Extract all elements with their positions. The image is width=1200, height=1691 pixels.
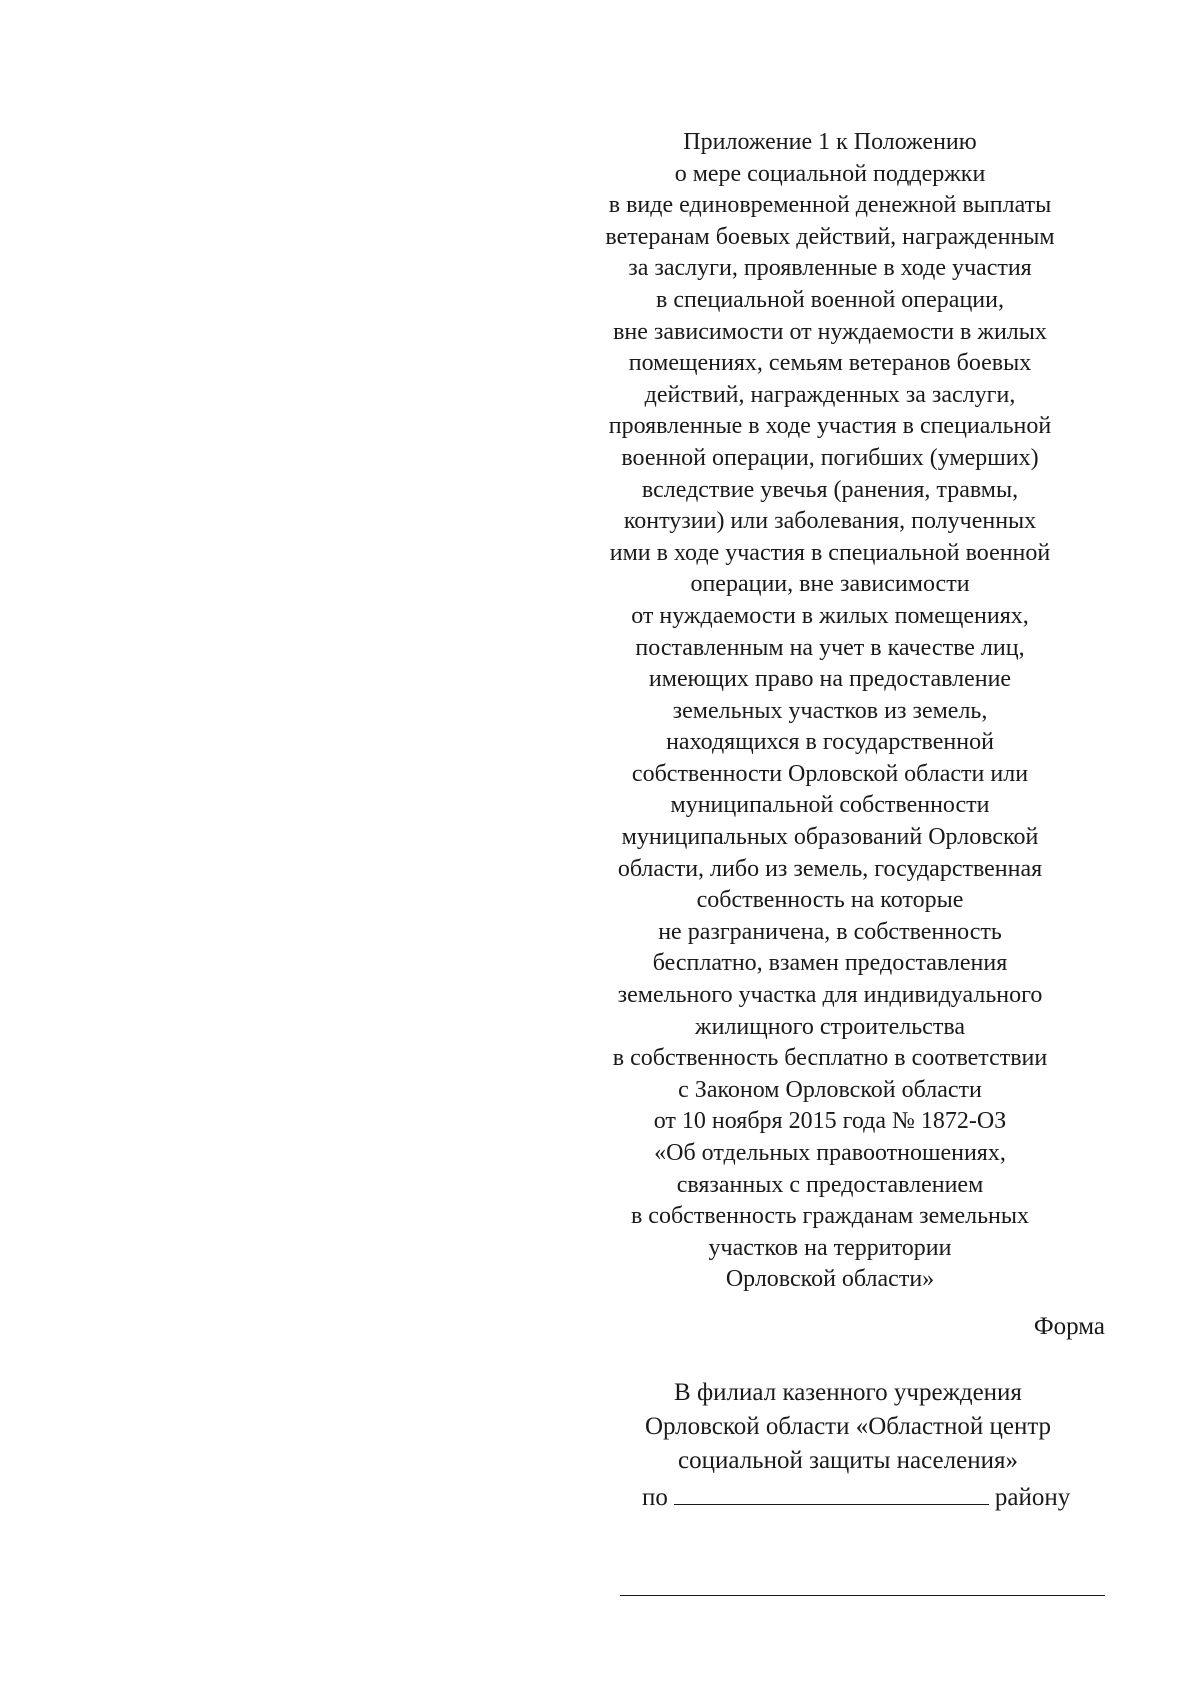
appendix-line: в собственность бесплатно в соответствии — [612, 1045, 1048, 1072]
recipient-line: социальной защиты населения» — [678, 1447, 1018, 1474]
appendix-line: муниципальной собственности — [670, 792, 990, 819]
form-label: Форма — [1033, 1313, 1105, 1340]
appendix-line: земельных участков из земель, — [672, 697, 988, 724]
appendix-line: имеющих право на предоставление — [648, 666, 1012, 693]
appendix-line: «Об отдельных правоотношениях, — [654, 1140, 1006, 1166]
appendix-line: ими в ходе участия в специальной военной — [609, 539, 1051, 566]
appendix-line: с Законом Орловской области — [678, 1076, 982, 1103]
recipient-line: Орловской области «Областной центр — [644, 1413, 1052, 1440]
appendix-line: земельного участка для индивидуального — [617, 982, 1043, 1009]
appendix-line: контузии) или заболевания, полученных — [623, 508, 1037, 535]
recipient-line: В филиал казенного учреждения — [674, 1379, 1022, 1406]
district-line — [642, 1478, 1082, 1515]
appendix-line: поставленным на учет в качестве лиц, — [635, 634, 1025, 661]
appendix-line: военной операции, погибших (умерших) — [621, 444, 1039, 471]
recipient-block — [618, 1376, 1078, 1478]
appendix-line: в виде единовременной денежной выплаты — [608, 192, 1052, 219]
appendix-line: собственность на которые — [696, 887, 964, 914]
appendix-line: о мере социальной поддержки — [674, 160, 986, 187]
applicant-blank-field[interactable] — [620, 1595, 1105, 1596]
appendix-line: в собственность гражданам земельных — [630, 1203, 1030, 1230]
appendix-line: действий, награжденных за заслуги, — [644, 381, 1016, 408]
district-suffix: району — [994, 1484, 1071, 1511]
appendix-line: от нуждаемости в жилых помещениях, — [631, 602, 1029, 629]
appendix-line: не разграничена, в собственность — [658, 918, 1002, 945]
appendix-line: помещениях, семьям ветеранов боевых — [628, 350, 1032, 377]
appendix-line: вне зависимости от нуждаемости в жилых — [613, 318, 1047, 345]
appendix-line: операции, вне зависимости — [690, 571, 970, 598]
appendix-line: вследствие увечья (ранения, травмы, — [641, 476, 1019, 503]
appendix-line: от 10 ноября 2015 года № 1872-ОЗ — [653, 1108, 1007, 1135]
appendix-line: связанных с предоставлением — [676, 1171, 984, 1198]
appendix-line: участков на территории — [708, 1234, 952, 1261]
appendix-line: Орловской области» — [725, 1266, 935, 1293]
appendix-line: в специальной военной операции, — [656, 286, 1004, 313]
appendix-line: области, либо из земель, государственная — [617, 855, 1043, 882]
appendix-line: ветеранам боевых действий, награжденным — [605, 223, 1055, 250]
appendix-line: бесплатно, взамен предоставления — [652, 950, 1008, 977]
appendix-line: собственности Орловской области или — [631, 760, 1029, 787]
district-blank-field[interactable] — [674, 1478, 989, 1505]
appendix-line: проявленные в ходе участия в специальной — [608, 413, 1052, 440]
appendix-line: за заслуги, проявленные в ходе участия — [628, 255, 1032, 282]
district-prefix: по — [642, 1484, 668, 1511]
appendix-line: Приложение 1 к Положению — [683, 129, 977, 155]
appendix-line: находящихся в государственной — [666, 729, 994, 756]
appendix-line: муниципальных образований Орловской — [621, 824, 1039, 851]
appendix-heading — [580, 127, 1080, 1296]
appendix-line: жилищного строительства — [695, 1013, 965, 1040]
